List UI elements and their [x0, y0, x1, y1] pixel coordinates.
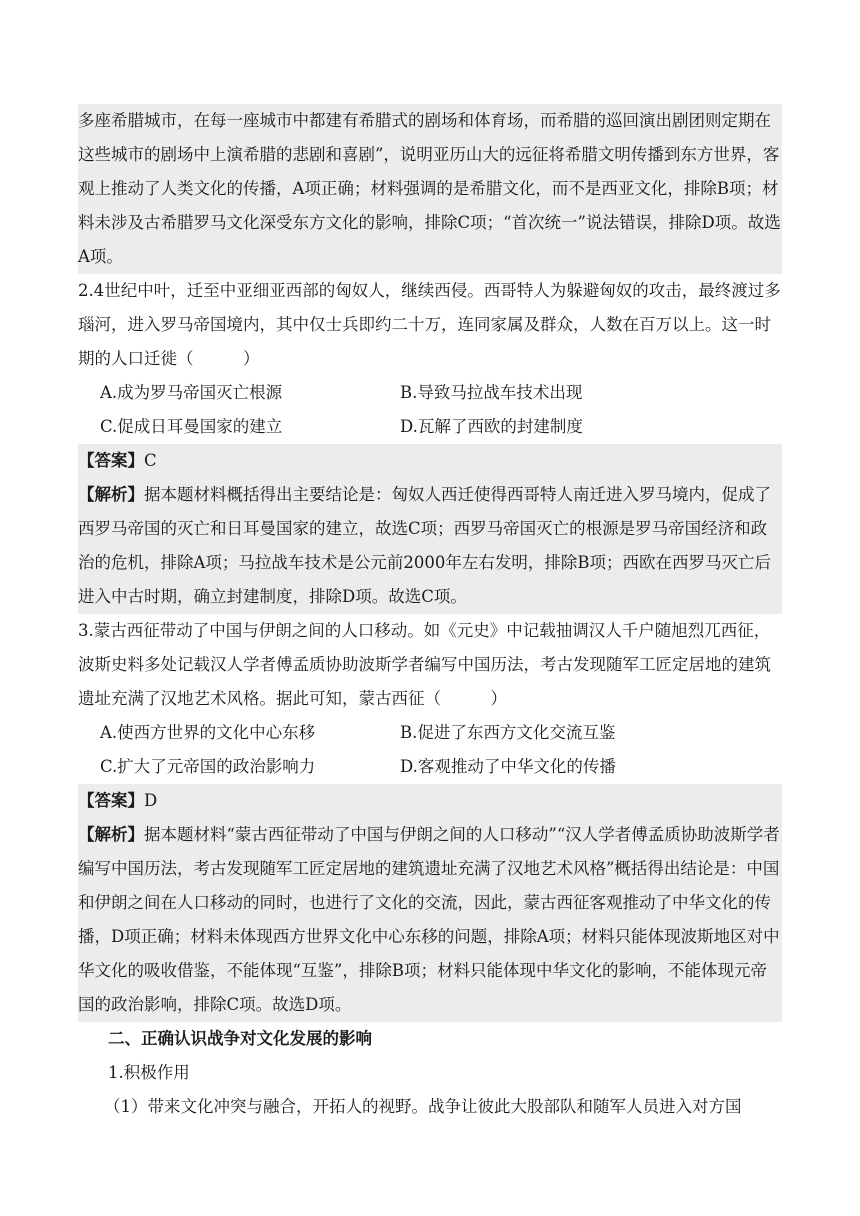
- q2-analysis-text: 据本题材料概括得出主要结论是：匈奴人西迁使得西哥特人南迁进入罗马境内，促成了西罗马帝国的灭亡和日耳曼国家的建立，故选C项；西罗马帝国灭亡的根源是罗马帝国经济和政治的危机，排除A项；马拉战车技术是公元前2000年左右发明，排除B项；西欧在西罗马灭亡后进入中古时期，确立封建制度，排除D项。故选C项。: [78, 485, 772, 606]
- q3-answer: [78, 784, 782, 818]
- q2-answer-block: [78, 444, 782, 614]
- q3-option-a: A.使西方世界的文化中心东移: [100, 723, 316, 742]
- q3-analysis-text: 据本题材料“蒙古西征带动了中国与伊朗之间的人口移动”“汉人学者傅孟质协助波斯学者编写中国历法，考古发现随军工匠定居地的建筑遗址充满了汉地艺术风格”概括得出结论是：中国和伊朗之间在人口移动的同时，也进行了文化的交流，因此，蒙古西征客观推动了中华文化的传播，D项正确；材料未体现西方世界文化中心东移的问题，排除A项；材料只能体现波斯地区对中华文化的吸收借鉴，不能体现“互鉴”，排除B项；材料只能体现中华文化的影响，不能体现元帝国的政治影响，排除C项。故选D项。: [78, 825, 780, 1014]
- q3-answer-tag: 【答案】: [78, 791, 144, 810]
- q3-option-b: B.促进了东西方文化交流互鉴: [400, 723, 616, 742]
- question-2: [78, 274, 782, 614]
- q2-option-a: A.成为罗马帝国灭亡根源: [100, 383, 283, 402]
- q3-analysis-tag: 【解析】: [78, 825, 144, 844]
- q3-option-d: D.客观推动了中华文化的传播: [400, 757, 616, 776]
- q2-option-b: B.导致马拉战车技术出现: [400, 383, 583, 402]
- q2-option-c: C.促成日耳曼国家的建立: [100, 417, 283, 436]
- q2-option-d: D.瓦解了西欧的封建制度: [400, 417, 583, 436]
- q3-answer-block: [78, 784, 782, 1022]
- q2-analysis: [78, 478, 782, 614]
- q2-analysis-tag: 【解析】: [78, 485, 144, 504]
- q2-answer: [78, 444, 782, 478]
- q3-analysis: [78, 818, 782, 1022]
- section-body: （1）带来文化冲突与融合，开拓人的视野。战争让彼此大股部队和随军人员进入对方国: [104, 1097, 742, 1116]
- q3-stem: 3.蒙古西征带动了中国与伊朗之间的人口移动。如《元史》中记载抽调汉人千户随旭烈兀西征，波斯史料多处记载汉人学者傅孟质协助波斯学者编写中国历法，考古发现随军工匠定居地的建筑遗址充满了汉地艺术风格。据此可知，蒙古西征（ ）: [78, 621, 771, 708]
- q3-options-row-2: [78, 750, 782, 784]
- question-3: [78, 614, 782, 1022]
- q1-analysis-text: 多座希腊城市，在每一座城市中都建有希腊式的剧场和体育场，而希腊的巡回演出剧团则定期在这些城市的剧场中上演希腊的悲剧和喜剧”，说明亚历山大的远征将希腊文明传播到东方世界，客观上推动了人类文化的传播，A项正确；材料强调的是希腊文化，而不是西亚文化，排除B项；材料未涉及古希腊罗马文化深受东方文化的影响，排除C项；“首次统一”说法错误，排除D项。故选A项。: [78, 111, 781, 266]
- q1-analysis-block: [78, 104, 782, 274]
- page-content: [78, 104, 782, 1124]
- q2-options-row-2: [78, 410, 782, 444]
- q2-options-row-1: [78, 376, 782, 410]
- q3-answer-value: D: [144, 791, 158, 810]
- section-heading: 二、正确认识战争对文化发展的影响: [108, 1029, 372, 1048]
- q2-answer-tag: 【答案】: [78, 451, 144, 470]
- section-subheading: 1.积极作用: [108, 1063, 190, 1082]
- q3-options-row-1: [78, 716, 782, 750]
- q2-stem: 2.4世纪中叶，迁至中亚细亚西部的匈奴人，继续西侵。西哥特人为躲避匈奴的攻击，最终渡过多瑙河，进入罗马帝国境内，其中仅士兵即约二十万，连同家属及群众，人数在百万以上。这一时期的人口迁徙（ ）: [78, 281, 781, 368]
- q3-option-c: C.扩大了元帝国的政治影响力: [100, 757, 316, 776]
- q2-answer-value: C: [144, 451, 157, 470]
